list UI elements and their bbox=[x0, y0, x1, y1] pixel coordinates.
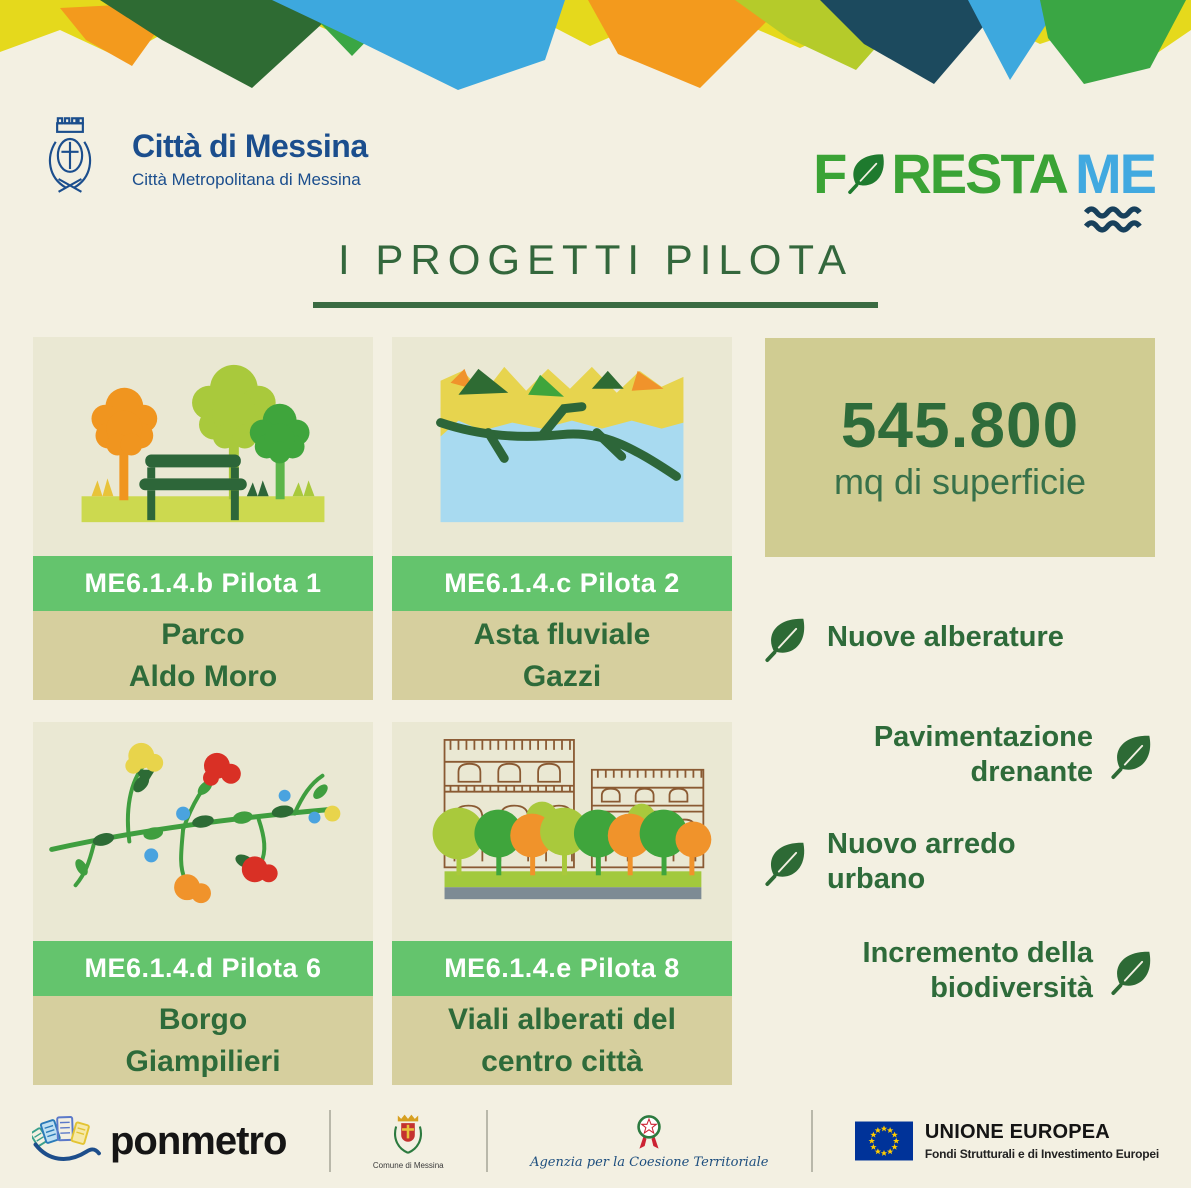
leaf-icon bbox=[1109, 729, 1157, 781]
project-title bbox=[392, 996, 732, 1085]
footer-divider bbox=[329, 1110, 331, 1172]
leaf-icon bbox=[846, 146, 890, 198]
footer-divider bbox=[486, 1110, 488, 1172]
page-title: I PROGETTI PILOTA bbox=[338, 236, 853, 283]
italy-emblem-icon bbox=[633, 1113, 665, 1153]
feature-label: Nuovo arredo bbox=[827, 827, 1016, 860]
ponmetro-logo bbox=[32, 1111, 286, 1171]
eu-subtitle: Fondi Strutturali e di Investimento Europei bbox=[924, 1147, 1159, 1161]
project-card-viali-alberati bbox=[392, 722, 732, 1085]
footer bbox=[0, 1098, 1191, 1184]
river-branch-illustration bbox=[392, 337, 732, 556]
leaf-icon bbox=[763, 836, 811, 888]
project-title-line1: Parco bbox=[161, 617, 245, 651]
tree-lined-avenue-illustration bbox=[392, 722, 732, 941]
feature-label: biodiversità bbox=[930, 971, 1093, 1004]
project-code-band bbox=[392, 941, 732, 996]
surface-stat-panel bbox=[765, 338, 1155, 557]
project-card-borgo-giampilieri bbox=[33, 722, 373, 1085]
feature-label: Pavimentazione bbox=[873, 721, 1093, 753]
ponmetro-icon bbox=[32, 1111, 106, 1171]
city-title: Città di Messina bbox=[132, 128, 368, 164]
surface-stat-label: mq di superficie bbox=[833, 461, 1087, 503]
project-title-line2: centro città bbox=[481, 1044, 643, 1078]
agenzia-label: Agenzia per la Coesione Territoriale bbox=[530, 1154, 769, 1170]
title-underline bbox=[313, 302, 878, 308]
brand-letter-f: F bbox=[813, 142, 846, 205]
brand-resta: RESTA bbox=[891, 142, 1067, 205]
project-title bbox=[33, 996, 373, 1085]
project-title-line2: Gazzi bbox=[522, 659, 602, 693]
decorative-banner bbox=[0, 0, 1191, 92]
eu-logo-block bbox=[855, 1121, 1159, 1161]
forestame-logo bbox=[813, 142, 1161, 235]
project-title bbox=[392, 611, 732, 700]
project-card-parco-aldo-moro bbox=[33, 337, 373, 700]
footer-divider bbox=[811, 1110, 813, 1172]
comune-di-messina-logo bbox=[373, 1112, 444, 1170]
flowering-branch-illustration bbox=[33, 722, 373, 941]
surface-stat-value: 545.800 bbox=[840, 388, 1080, 461]
feature-incremento-biodiversita bbox=[763, 936, 1157, 1007]
project-title-line2: Giampilieri bbox=[125, 1044, 281, 1078]
project-card-asta-fluviale-gazzi bbox=[392, 337, 732, 700]
brand-me: ME bbox=[1075, 142, 1155, 205]
comune-crest-icon bbox=[391, 1112, 425, 1158]
project-code-band bbox=[33, 941, 373, 996]
agenzia-coesione-logo bbox=[530, 1113, 768, 1170]
park-bench-illustration bbox=[33, 337, 373, 556]
waves-icon bbox=[1069, 205, 1161, 235]
feature-label: urbano bbox=[827, 863, 926, 896]
project-code: ME6.1.4.c Pilota 2 bbox=[444, 568, 680, 598]
project-code-band bbox=[392, 556, 732, 611]
project-cards-grid bbox=[33, 337, 733, 1085]
eu-flag-icon bbox=[855, 1121, 913, 1161]
feature-list bbox=[763, 612, 1157, 1006]
city-subtitle: Città Metropolitana di Messina bbox=[132, 170, 361, 189]
leaf-icon bbox=[763, 612, 811, 664]
feature-pavimentazione-drenante bbox=[763, 720, 1157, 791]
eu-title: UNIONE EUROPEA bbox=[924, 1121, 1110, 1143]
project-title bbox=[33, 611, 373, 700]
project-code: ME6.1.4.e Pilota 8 bbox=[444, 953, 680, 983]
project-code: ME6.1.4.d Pilota 6 bbox=[84, 953, 322, 983]
leaf-icon bbox=[1109, 945, 1157, 997]
messina-crest-icon bbox=[40, 112, 100, 206]
feature-label: Nuove alberature bbox=[827, 621, 1064, 654]
project-code-band bbox=[33, 556, 373, 611]
feature-nuove-alberature bbox=[763, 612, 1157, 664]
comune-label: Comune di Messina bbox=[372, 1161, 444, 1170]
project-code: ME6.1.4.b Pilota 1 bbox=[84, 568, 322, 598]
feature-label: drenante bbox=[970, 756, 1093, 789]
title-section bbox=[0, 236, 1191, 308]
ponmetro-label: ponmetro bbox=[110, 1118, 287, 1163]
project-title-line1: Borgo bbox=[158, 1002, 248, 1036]
project-title-line2: Aldo Moro bbox=[128, 659, 278, 693]
citta-di-messina-logo bbox=[40, 112, 368, 206]
project-title-line1: Viali alberati del bbox=[448, 1002, 676, 1036]
feature-label: Incremento della bbox=[862, 936, 1093, 969]
project-title-line1: Asta fluviale bbox=[473, 617, 651, 651]
feature-nuovo-arredo-urbano bbox=[763, 827, 1157, 898]
